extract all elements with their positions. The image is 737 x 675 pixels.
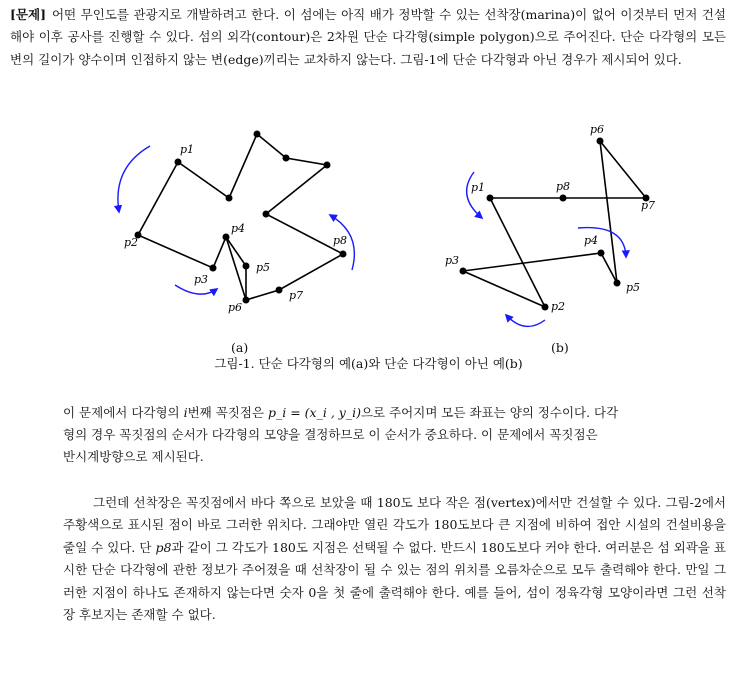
- polygon-b-vertices: [460, 138, 650, 311]
- vertex-a: [263, 211, 270, 218]
- labels-b: [445, 123, 655, 313]
- label-a-p7: p7: [289, 289, 304, 302]
- vertex-a: [324, 162, 331, 169]
- vertex-a: [226, 195, 233, 202]
- subfigure-b-label: (b): [551, 340, 569, 355]
- vertex-a: [283, 155, 290, 162]
- polygon-a-vertices: [135, 131, 347, 304]
- vertex-b-p8: [560, 195, 567, 202]
- label-a-p1: p1: [180, 143, 195, 156]
- problem-paragraph-2-line-1: [63, 402, 726, 424]
- vertex-b-p6: [597, 138, 604, 145]
- arrow-b-3: [506, 315, 545, 326]
- label-a-p3: p3: [194, 273, 209, 286]
- subfigure-a-label: (a): [231, 340, 249, 355]
- label-a-p6: p6: [228, 301, 243, 314]
- vertex-b-p3: [460, 268, 467, 275]
- para2-index-i: i: [183, 405, 188, 420]
- para2-text-a: 이 문제에서 다각형의: [63, 405, 184, 420]
- problem-paragraph-2-line-3: 반시계방향으로 제시된다.: [63, 449, 204, 464]
- problem-text-1: 어떤 무인도를 관광지로 개발하려고 한다. 이 섬에는 아직 배가 정박할 수 있는 선착장(marina)이 없어 이것부터 먼저 건설해야 이후 공사를 진행할 수 있다. 섬의 외각(contour)은 2차원 단순 다각형(simple polygon)으로 주어진다. 단순 다각형의 모든 변의 길이가 양수이며 인접하지 않는 변(edge)끼리는 교차하지 않는다. 그림-1에 단순 다각형과 아닌 경우가 제시되어 있다.: [10, 7, 726, 67]
- label-a-p4: p4: [231, 222, 246, 235]
- label-b-p1: p1: [471, 181, 486, 194]
- vertex-a-p3: [210, 265, 217, 272]
- labels-a: [124, 143, 347, 314]
- arrows-a: [118, 146, 354, 294]
- arrow-a-1: [118, 146, 150, 212]
- vertex-a-p7: [276, 287, 283, 294]
- label-b-p8: p8: [556, 180, 571, 193]
- para3-math: p8: [155, 539, 172, 555]
- label-b-p2: p2: [551, 300, 566, 313]
- para2-text-c: 으로 주어지며 모든 좌표는 양의 정수이다. 다각: [360, 405, 619, 420]
- label-b-p7: p7: [641, 199, 656, 212]
- label-b-p5: p5: [626, 281, 641, 294]
- problem-paragraph-3: [63, 492, 726, 626]
- label-a-p5: p5: [256, 261, 271, 274]
- label-b-p6: p6: [590, 123, 605, 136]
- arrow-b-1: [467, 172, 482, 218]
- vertex-a-p1: [175, 159, 182, 166]
- vertex-b-p5: [614, 280, 621, 287]
- para3-text-b: 과 같이 그 각도가 180도 지점은 선택될 수 없다. 반드시 180도보다 커야 한다. 여러분은 섬 외곽을 표시한 단순 다각형에 관한 정보가 주어졌을 때 선착장이 될 수 있는 점의 위치를 오름차순으로 모두 출력해야 한다. 만일 그러한 지점이 하나도 존재하지 않는다면 숫자 0을 첫 줄에 출력해야 한다. 예를 들어, 섬이 정육각형 모양이라면 그런 선착장 후보지는 존재할 수 없다.: [63, 539, 726, 623]
- para2-text-b: 번째 꼭짓점은: [187, 405, 269, 420]
- para2-math: p_i = (x_i , y_i): [268, 405, 361, 420]
- label-b-p4: p4: [584, 234, 599, 247]
- label-a-p8: p8: [333, 234, 348, 247]
- problem-label: [문제]: [10, 7, 46, 22]
- vertex-a: [254, 131, 261, 138]
- vertex-b-p4: [598, 250, 605, 257]
- figure-caption: 그림-1. 단순 다각형의 예(a)와 단순 다각형이 아닌 예(b): [214, 356, 523, 371]
- problem-paragraph-2-line-2: 형의 경우 꼭짓점의 순서가 다각형의 모양을 결정하므로 이 순서가 중요하다. 이 문제에서 꼭짓점은: [63, 427, 598, 442]
- vertex-b-p2: [542, 304, 549, 311]
- arrow-a-2: [175, 285, 217, 294]
- label-b-p3: p3: [445, 254, 460, 267]
- polygon-a: [138, 134, 343, 300]
- vertex-b-p1: [487, 195, 494, 202]
- para3-text-a: 그런데 선착장은 꼭짓점에서 바다 쪽으로 보았을 때 180도 보다 작은 점(vertex)에서만 건설할 수 있다. 그림-2에서 주황색으로 표시된 점이 바로 그러한 위치다. 그래야만 열린 각도가 180도보다 큰 지점에 비하여 접안 시설의 건설비용을 줄일 수 있다. 단: [63, 495, 726, 555]
- vertex-a-p8: [340, 251, 347, 258]
- label-a-p2: p2: [124, 236, 139, 249]
